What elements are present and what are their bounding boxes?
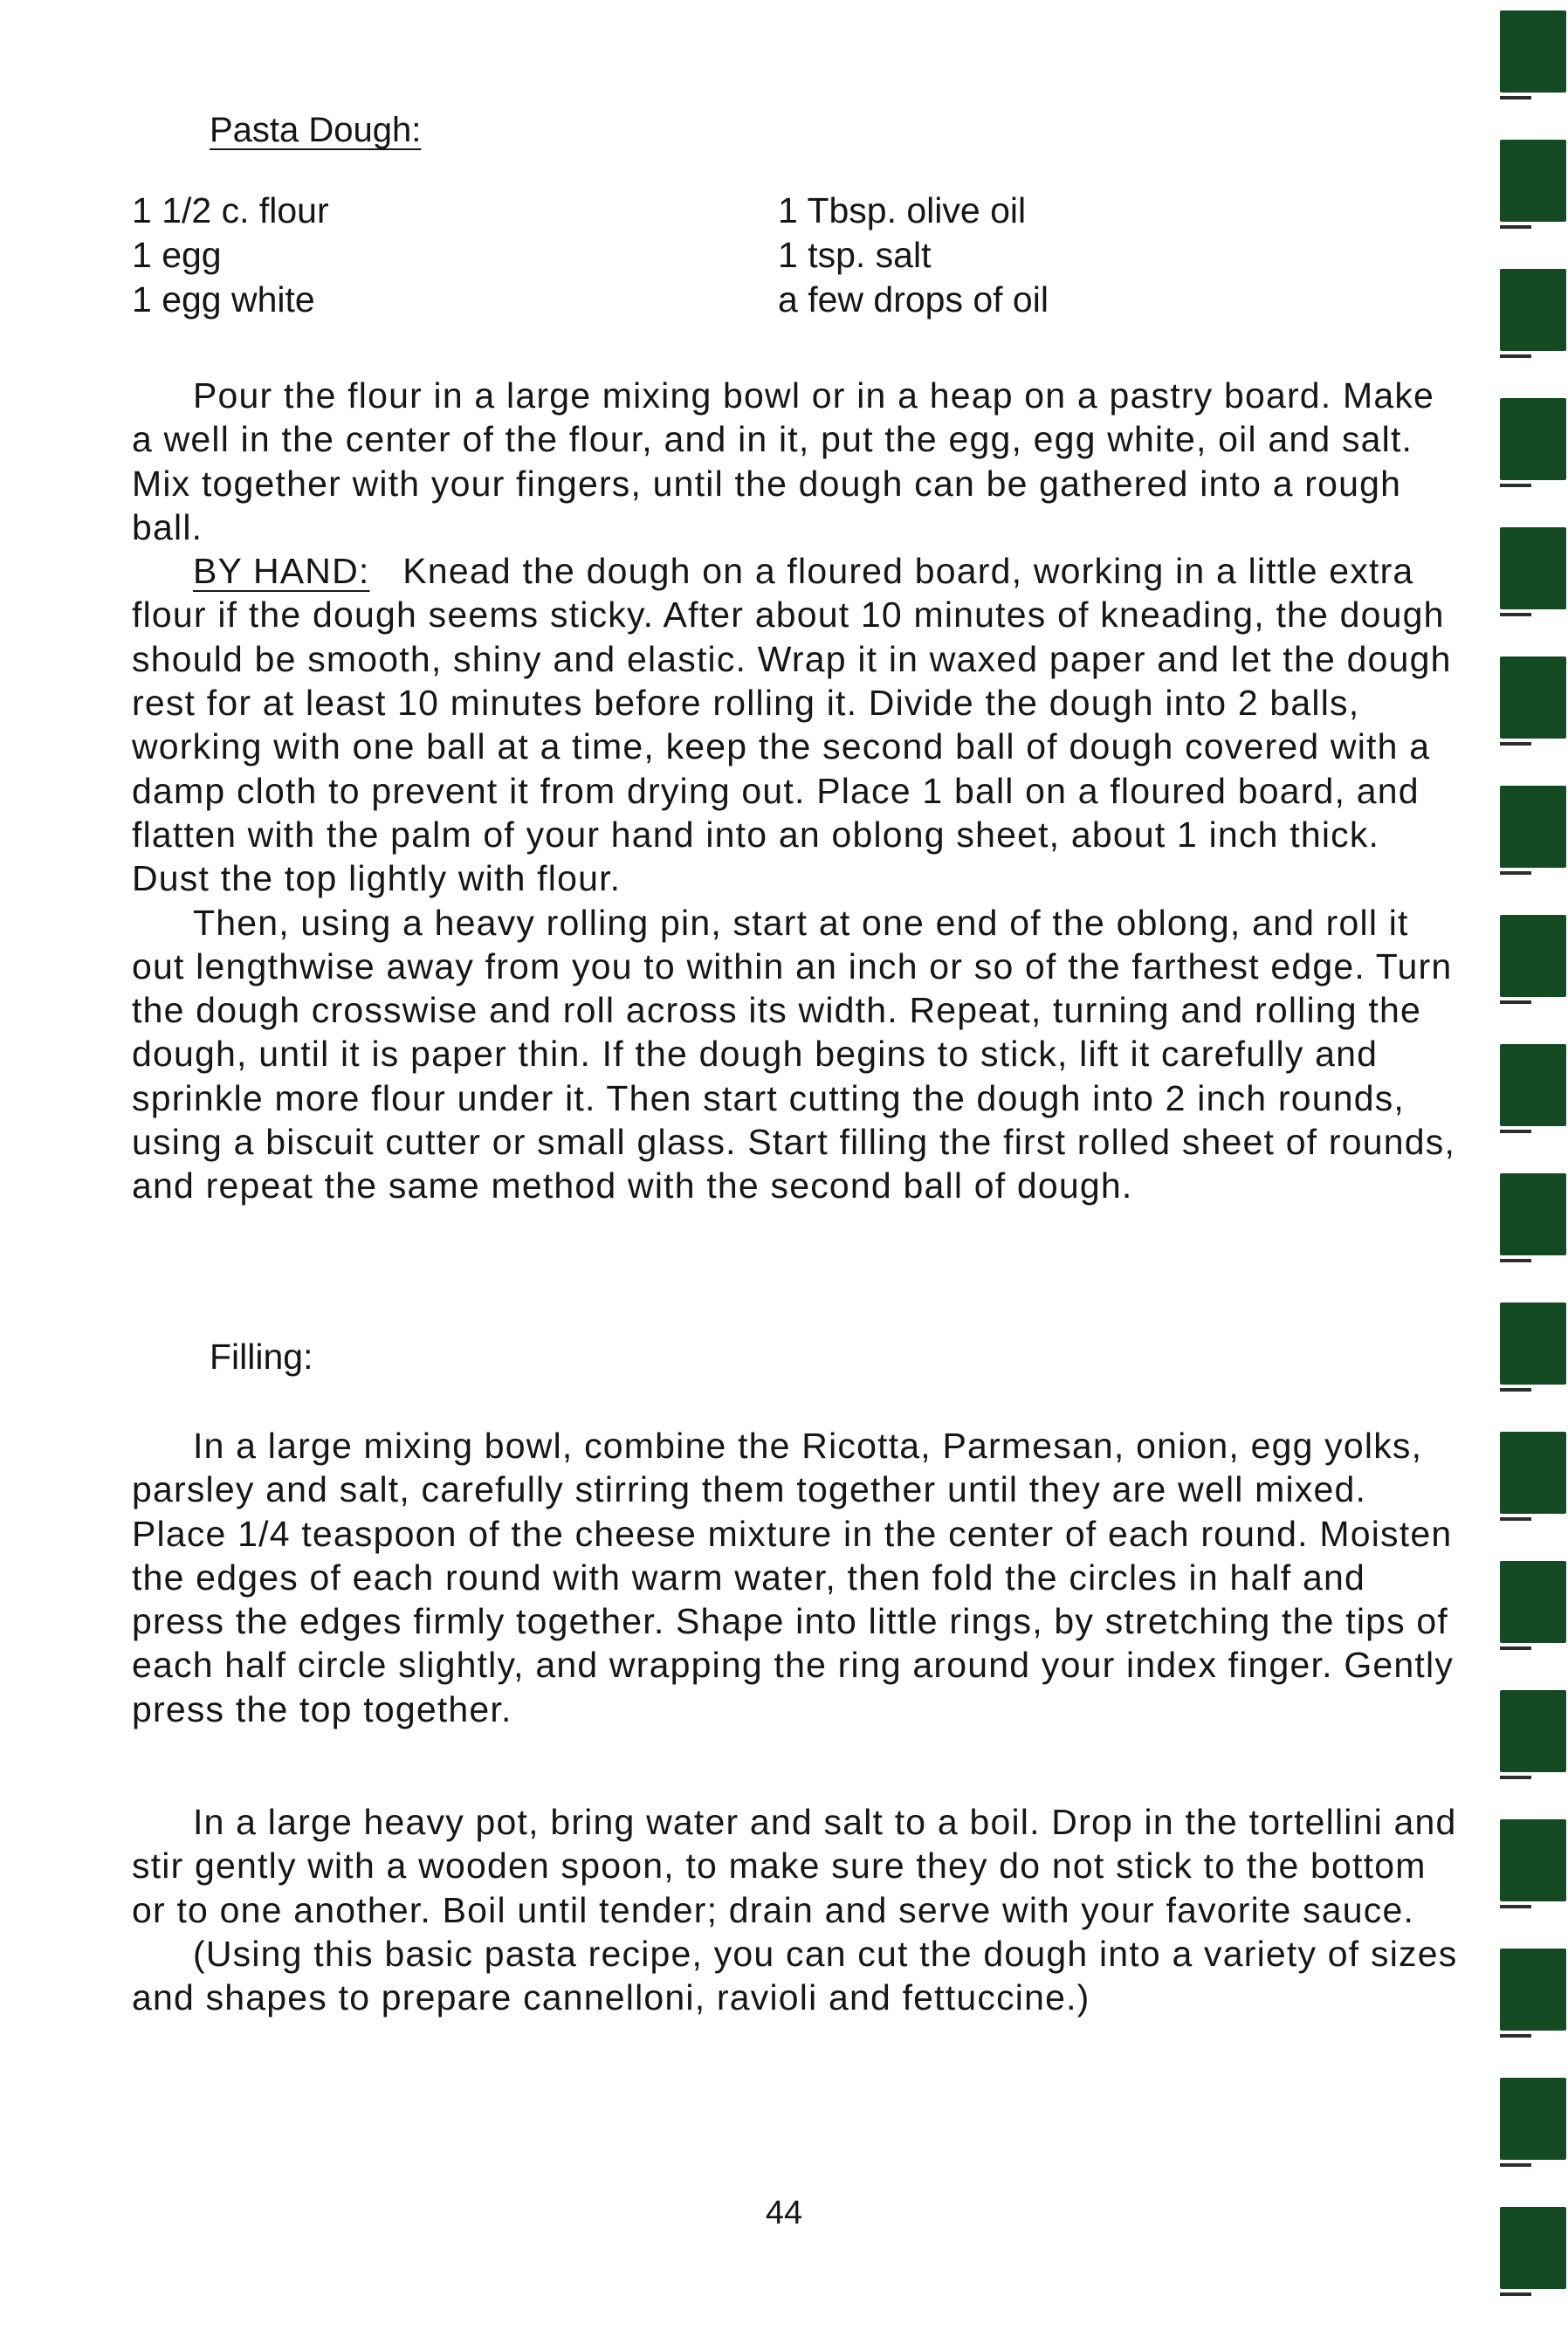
ingredients-left-column — [132, 189, 329, 322]
binding-tab — [1500, 2078, 1566, 2160]
binding-tab — [1500, 2207, 1566, 2289]
instruction-paragraph: Pour the flour in a large mixing bowl or in a heap on a pastry board. Make a well in the center of the flour, and in it, put the egg, egg white, oil and salt. Mix together with your fingers, until the dough can be gathered into a rough ball. — [132, 375, 1435, 547]
binding-tab — [1500, 656, 1566, 739]
binding-tab — [1500, 1173, 1566, 1255]
instruction-paragraph: In a large heavy pot, bring water and salt to a boil. Drop in the tortellini and stir gently with a wooden spoon, to make sure they do not stick to the bottom or to one another. Boil until tender; drain and serve with your favorite sauce. — [132, 1802, 1457, 1930]
ingredient-item: 1 Tbsp. olive oil — [778, 190, 1027, 230]
ingredient-item: 1 egg white — [132, 279, 315, 320]
binding-tab — [1500, 1690, 1566, 1772]
ingredients-right-column — [778, 189, 1049, 322]
instruction-paragraph: Then, using a heavy rolling pin, start at one end of the oblong, and roll it out lengthwise away from you to within an inch or so of the farthest edge. Turn the dough crosswise and roll across its width. Repeat, turning and rolling the dough, until it is paper thin. If the dough begins to stick, lift it carefully and sprinkle more flour under it. Then start cutting the dough into 2 inch rounds, using a biscuit cutter or small glass. Start filling the first rolled sheet of rounds, and repeat the same method with the second ball of dough. — [132, 902, 1456, 1206]
pasta-dough-heading: Pasta Dough: — [210, 111, 422, 149]
binding-tab — [1500, 786, 1566, 868]
by-hand-label: BY HAND: — [193, 551, 370, 592]
binding-tab — [1500, 1561, 1566, 1643]
binding-tab — [1500, 269, 1566, 351]
ingredient-item: 1 1/2 c. flour — [132, 190, 329, 230]
spiral-binding — [1495, 0, 1568, 2344]
filling-instructions — [132, 1424, 1463, 1731]
binding-tab — [1500, 10, 1566, 93]
pasta-dough-instructions — [132, 374, 1463, 1208]
ingredient-item: 1 egg — [132, 235, 222, 275]
by-hand-text: Knead the dough on a floured board, working in a little extra flour if the dough seems sticky. After about 10 minutes of kneading, the dough should be smooth, shiny and elastic. Wrap it in waxed paper and let the dough rest for at least 10 minutes before rolling it. Divide the dough into 2 balls, working with one ball at a time, keep the second ball of dough covered with a damp cloth to prevent it from drying out. Place 1 ball on a floured board, and flatten with the palm of your hand into an oblong sheet, about 1 inch thick. Dust the top lightly with flour. — [132, 551, 1452, 899]
binding-tab — [1500, 1949, 1566, 2031]
instruction-paragraph: (Using this basic pasta recipe, you can cut the dough into a variety of sizes and shapes to prepare cannelloni, ravioli and fettuccine.) — [132, 1933, 1458, 2018]
binding-tab — [1500, 1432, 1566, 1514]
binding-tab — [1500, 398, 1566, 480]
filling-heading: Filling: — [210, 1337, 313, 1377]
ingredient-item: a few drops of oil — [778, 279, 1049, 320]
binding-tab — [1500, 1303, 1566, 1385]
binding-tab — [1500, 915, 1566, 997]
binding-tab — [1500, 1044, 1566, 1126]
instruction-paragraph — [132, 549, 1463, 900]
cooking-instructions — [132, 1800, 1463, 2019]
ingredient-item: 1 tsp. salt — [778, 235, 932, 275]
binding-tab — [1500, 527, 1566, 609]
instruction-paragraph: In a large mixing bowl, combine the Ricotta, Parmesan, onion, egg yolks, parsley and salt, carefully stirring them together until they are well mixed. Place 1/4 teaspoon of the cheese mixture in the center of each round. Moisten the edges of each round with warm water, then fold the circles in half and press the edges firmly together. Shape into little rings, by stretching the tips of each half circle slightly, and wrapping the ring around your index finger. Gently press the top together. — [132, 1426, 1455, 1729]
binding-tab — [1500, 1819, 1566, 1901]
binding-tab — [1500, 140, 1566, 222]
page-number: 44 — [765, 2195, 803, 2231]
